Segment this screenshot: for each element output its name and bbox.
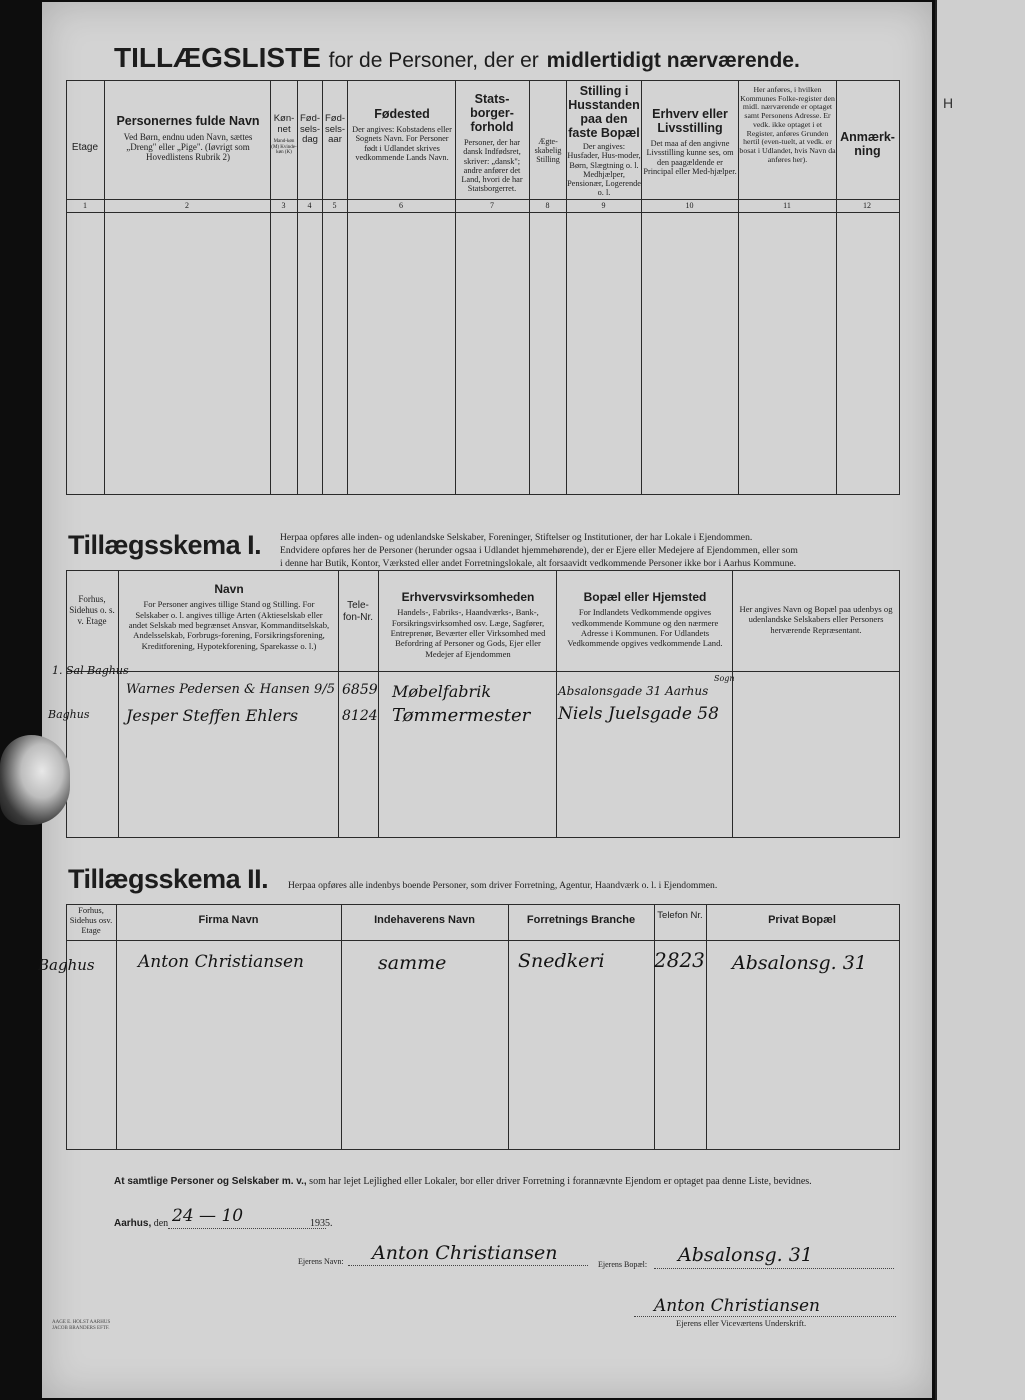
skema1-row2-navn: Jesper Steffen Ehlers	[126, 706, 299, 725]
col-etage-header: Etage	[71, 142, 99, 153]
skema1-row2-telefon: 8124	[342, 708, 378, 724]
owner-address: Absalonsg. 31	[678, 1244, 813, 1266]
col-koen-header: Køn-net Mand-køn (M) Kvinde-køn (K)	[271, 113, 297, 156]
skema2-row1-indehaver: samme	[378, 952, 447, 974]
main-title-bold2: midlertidigt nærværende.	[546, 49, 800, 72]
skema1-row2-etage: Baghus	[48, 708, 90, 721]
skema2-row1-telefon: 2823	[654, 948, 705, 972]
skema2-col-etage: Forhus, Sidehus osv. Etage	[69, 905, 113, 935]
skema1-row1-telefon: 6859	[342, 682, 378, 698]
main-title-bold: TILLÆGSLISTE	[114, 42, 321, 73]
col-number: 9	[601, 201, 606, 210]
main-title-rest: for de Personer, der er	[328, 49, 539, 72]
skema1-row1-etage: 1. Sal Baghus	[52, 664, 129, 677]
skema2-col-branche: Forretnings Branche	[526, 914, 636, 926]
col-foedselsdag-header: Fød-sels-dag	[299, 113, 321, 146]
skema2-col-indehaver: Indehaverens Navn	[374, 914, 475, 926]
col-foedested-header: Fødested Der angives: Kobstadens eller Sognets Navn. For Personer født i Udlandet skrives vedkommende Lands Navn.	[352, 107, 452, 162]
skema1-col-etage: Forhus, Sidehus o. s. v. Etage	[69, 594, 115, 626]
skema2-col-bopael: Privat Bopæl	[768, 914, 836, 926]
skema1-col-navn: Navn For Personer angives tillige Stand og Stilling. For Selskaber o. l. angives tillige Arten (Aktieselskab eller andet Selskab med begrænset Ansvar, Kommanditselskab, Andelsselskab, Forbrugs-forening, Forsikringsforening, Kreditforening, Hypotekforening, Sparekasse o. l.)	[128, 582, 330, 651]
skema1-intro: Herpaa opføres alle inden- og udenlandske Selskaber, Foreninger, Stiftelser og Institutioner, der har Lokale i Ejendommen. Endvidere opføres her de Personer (herunder ogsaa i Udlandet hjemmehørende), der er Ejere eller Medejere af Ejendommen, eller som i denne har Butik, Kontor, Værksted eller andet Forretningslokale, alt forsaavidt vedkommende Personer ikke bor i Aarhus Kommune.	[280, 532, 798, 569]
adjacent-page	[935, 0, 1025, 1400]
col-adresse-header: Her anføres, i hvilken Kommunes Folke-register den midl. nærværende er optaget samt Personens Adresse. Er vedk. ikke optaget i et Register, anføres Grunden hertil (even-tuelt, at vedk. er bosat i Udlandet, hvis Navn da anføres her).	[739, 85, 836, 164]
col-number: 1	[83, 201, 87, 210]
skema1-col-erhverv: Erhvervsvirksomheden Handels-, Fabriks-, Haandværks-, Bank-, Forsikringsvirksomhed osv. Læge, Sagfører, Entreprenør, Beværter eller Virksomhed med Befordring af Personer og Gods, Ejer eller Medejer af Ejendommen	[390, 590, 546, 659]
skema1-col-repraesentant: Her angives Navn og Bopæl paa udenbys og udenlandske Selskabers eller Personers herværende Repræsentant.	[739, 604, 893, 635]
skema2-row1-bopael: Absalonsg. 31	[732, 952, 867, 974]
skema1-col-telefon: Tele-fon-Nr.	[342, 600, 373, 623]
owner-name-label: Ejerens Navn:	[298, 1257, 344, 1266]
form-sheet	[38, 2, 932, 1398]
skema2-col-telefon: Telefon Nr.	[657, 910, 703, 921]
col-number: 6	[399, 201, 403, 210]
date-value: 24 — 10	[172, 1206, 244, 1226]
skema1-title: Tillægsskema I.	[68, 530, 262, 560]
thumb-holding-page	[0, 735, 70, 825]
col-husstand-header: Stilling i Husstanden paa den faste Bopæl Der angives: Husfader, Hus-moder, Børn, Slægtning o. l. Medhjælper, Pensionær, Logerende o. l.	[567, 84, 641, 198]
skema1-col-bopael: Bopæl eller Hjemsted For Indlandets Vedkommende opgives vedkommende Kommune og den nærmere Adresse i Kommunen. For Udlandets Vedkommende opgives vedkommende Land.	[567, 590, 723, 649]
col-number: 8	[545, 201, 550, 210]
skema2-intro: Herpaa opføres alle indenbys boende Personer, som driver Forretning, Agentur, Haandværk o. l. i Ejendommen.	[288, 880, 718, 891]
skema2-title: Tillægsskema II.	[68, 864, 269, 894]
col-number: 2	[185, 201, 189, 210]
year: 1935.	[310, 1218, 333, 1229]
skema1-row1-navn: Warnes Pedersen & Hansen 9/5	[126, 682, 335, 697]
col-statsborger-header: Stats-borger-forhold Personer, der har dansk Indfødsret, skriver: „dansk"; andre anfører det Land, hvori de har Statsborgerret.	[461, 92, 523, 194]
signature: Anton Christiansen	[654, 1296, 820, 1316]
col-number: 4	[307, 201, 312, 210]
owner-address-label: Ejerens Bopæl:	[598, 1260, 648, 1269]
col-number: 12	[863, 201, 871, 210]
col-number: 11	[783, 201, 791, 210]
col-erhverv-header: Erhverv eller Livsstilling Det maa af den angivne Livsstilling kunne ses, om den paagældende er Principal eller Med-hjælper.	[643, 107, 737, 176]
signature-label: Ejerens eller Viceværtens Underskrift.	[676, 1318, 807, 1328]
declaration: At samtlige Personer og Selskaber m. v., som har lejet Lejlighed eller Lokaler, bor eller driver Forretning i forannævnte Ejendom er optaget paa denne Liste, bevidnes.	[114, 1176, 812, 1187]
col-anmaerkning-header: Anmærk-ning	[840, 130, 895, 158]
main-title	[114, 42, 800, 74]
col-foedselsaar-header: Fød-sels-aar	[324, 113, 346, 146]
skema2-row1-etage: Baghus	[38, 956, 95, 974]
col-number: 10	[685, 201, 694, 210]
adjacent-page-letter: H	[943, 95, 954, 111]
skema2-row1-firma: Anton Christiansen	[138, 952, 304, 972]
skema1-row2-erhverv: Tømmermester	[392, 705, 531, 726]
skema1-row1-bopael-note: Sogn	[714, 674, 735, 683]
col-number: 3	[281, 201, 286, 210]
place-date: Aarhus, den	[114, 1218, 169, 1229]
skema2-col-firma: Firma Navn	[198, 914, 259, 926]
skema1-row2-bopael: Niels Juelsgade 58	[558, 704, 719, 724]
skema1-row1-erhverv: Møbelfabrik	[392, 682, 492, 701]
col-number: 7	[490, 201, 494, 210]
skema1-row1-bopael: Absalonsgade 31 Aarhus	[558, 684, 709, 698]
col-number: 5	[332, 201, 337, 210]
owner-name: Anton Christiansen	[372, 1242, 558, 1264]
printer-mark: AAGE E. HOLST AARHUS JACOB BRANDERS EFTF.	[52, 1320, 111, 1331]
skema2-row1-branche: Snedkeri	[518, 950, 605, 972]
col-aegteskab-header: Ægte-skabelig Stilling	[534, 137, 562, 164]
col-name-header: Personernes fulde Navn Ved Børn, endnu uden Navn, sættes „Dreng" eller „Pige". (Iøvrigt som Hovedlistens Rubrik 2)	[116, 114, 260, 163]
